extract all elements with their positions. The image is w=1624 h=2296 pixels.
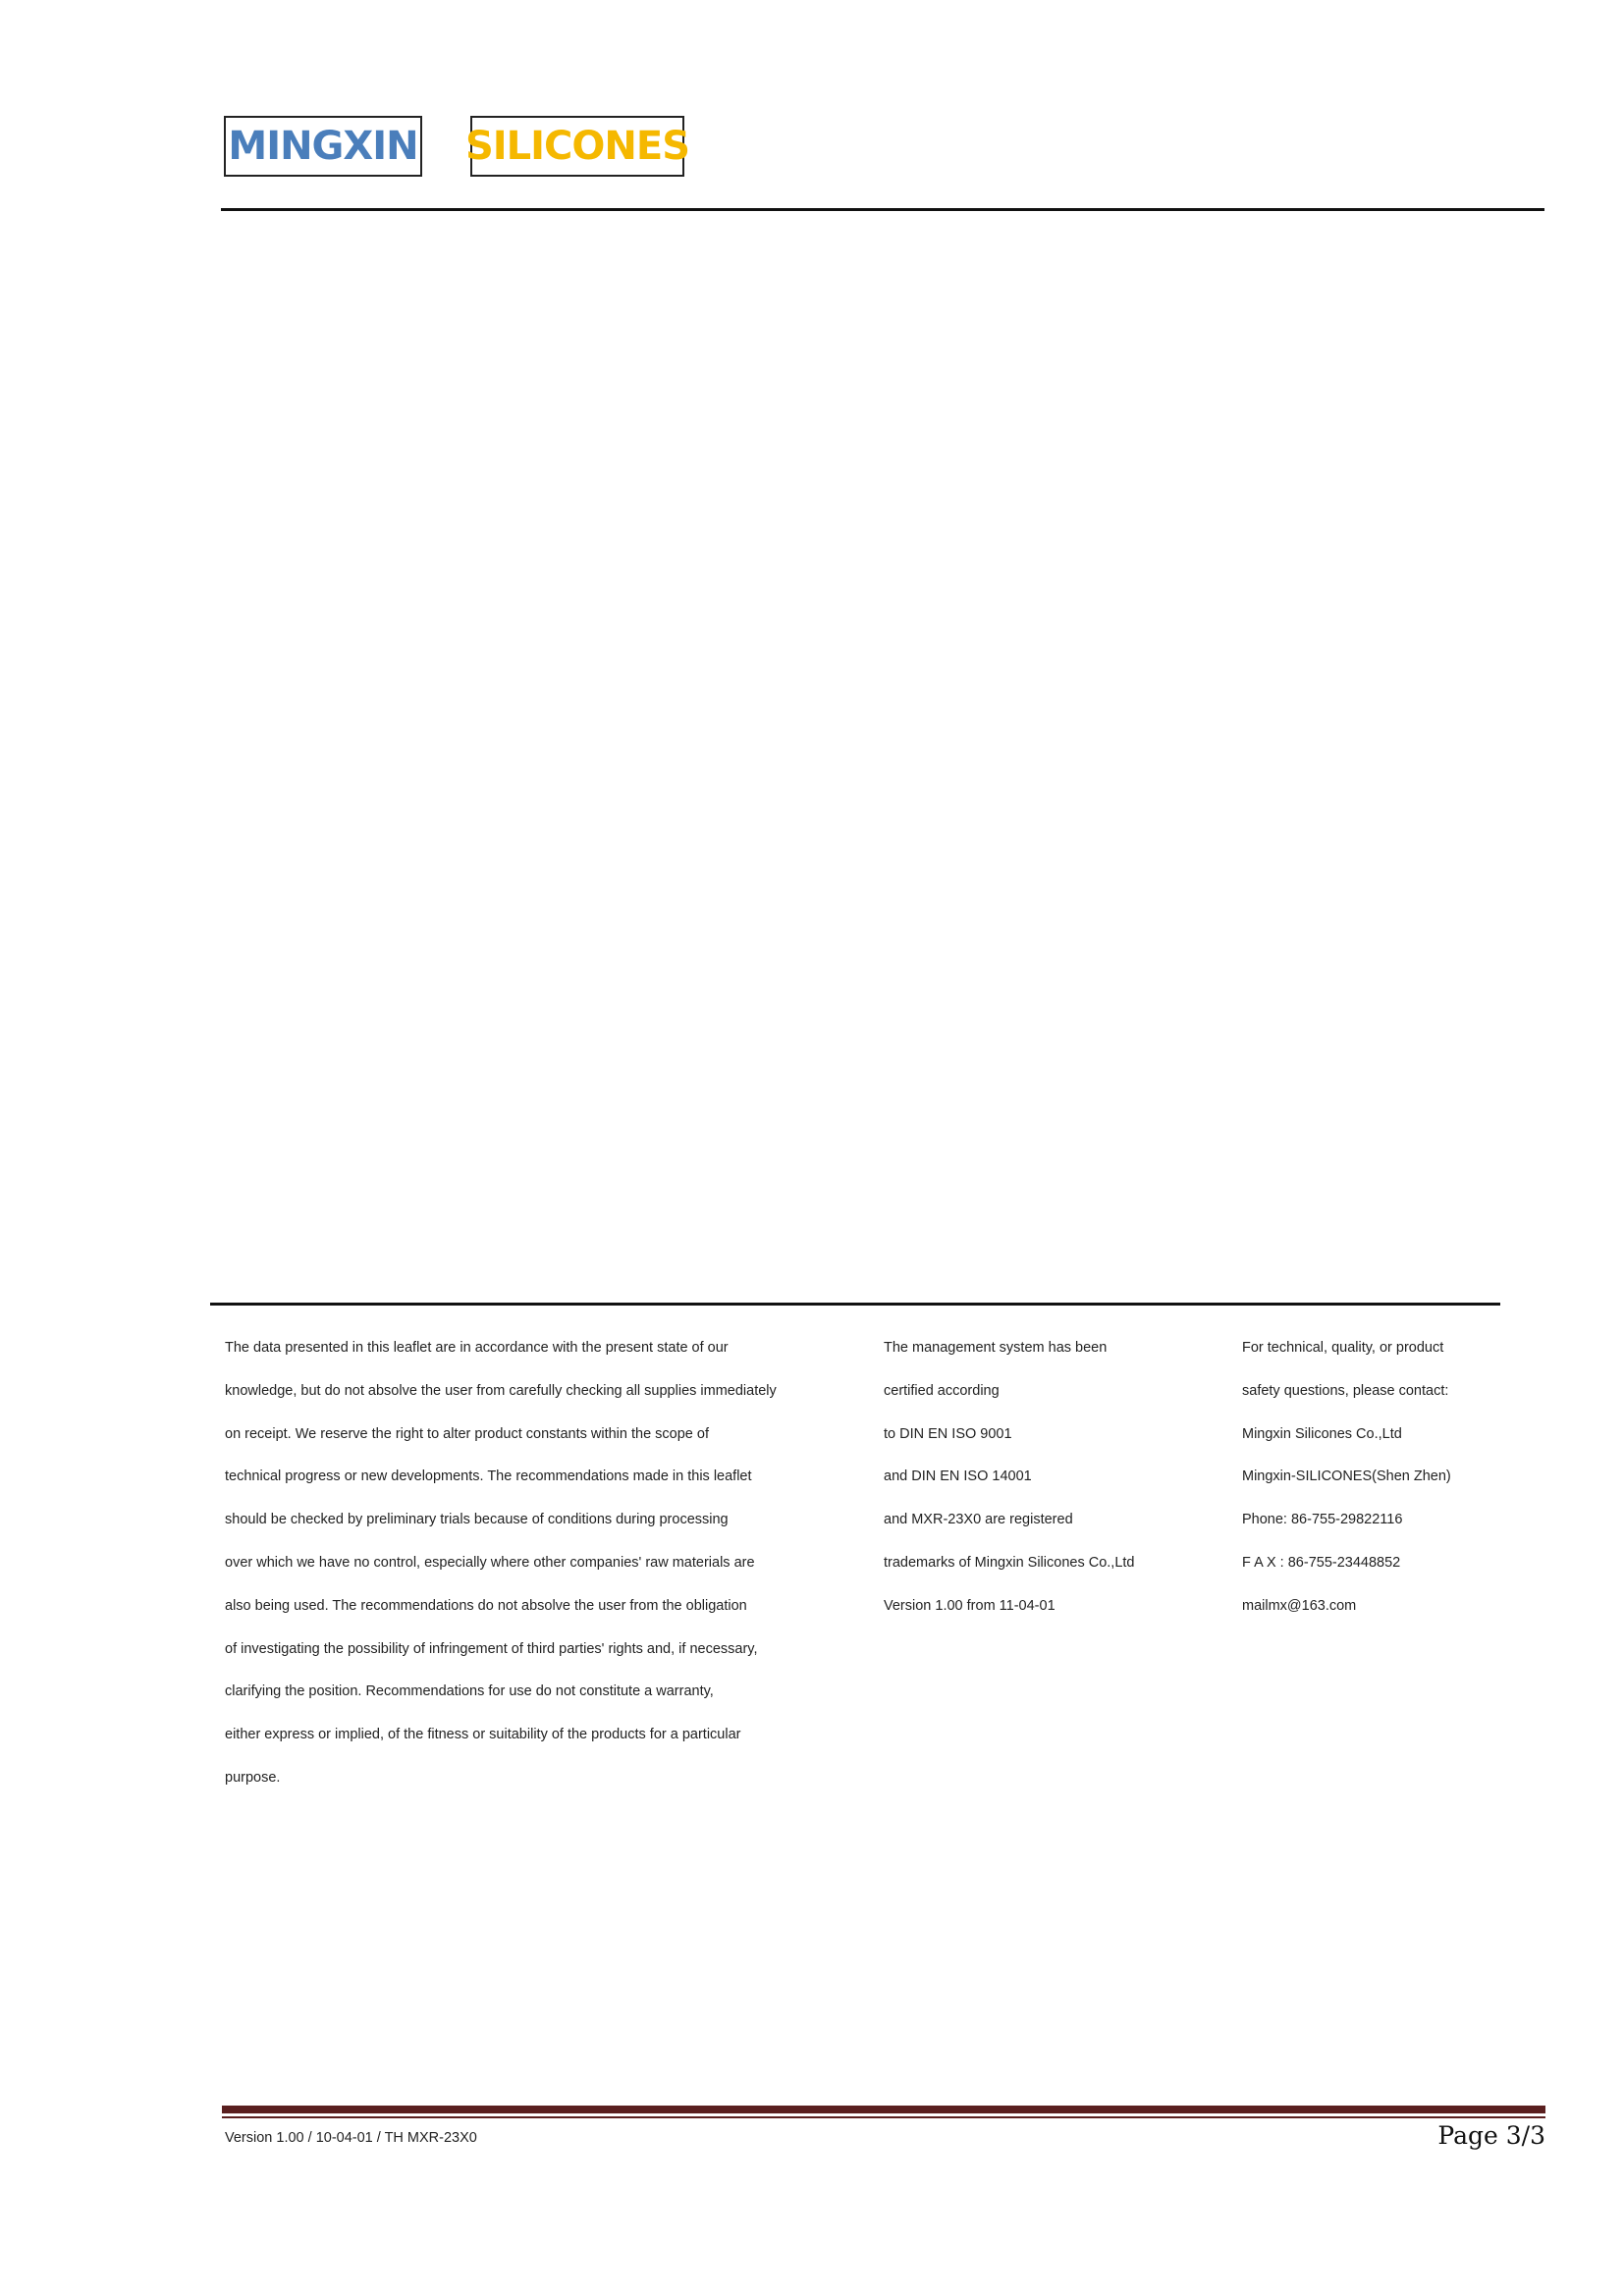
contact-branch: Mingxin-SILICONES(Shen Zhen) [1242, 1468, 1451, 1485]
page-number: Page 3/3 [1437, 2121, 1545, 2150]
contact-column [1242, 1333, 1566, 1634]
disclaimer-line: knowledge, but do not absolve the user from carefully checking all supplies immediately [225, 1382, 777, 1399]
contact-phone: Phone: 86-755-29822116 [1242, 1512, 1403, 1528]
footer-bar-thin [222, 2116, 1545, 2118]
logo-mingxin [224, 116, 422, 177]
certification-line: and DIN EN ISO 14001 [884, 1468, 1032, 1485]
disclaimer-line: The data presented in this leaflet are in accordance with the present state of our [225, 1340, 729, 1356]
certification-column [884, 1333, 1208, 1634]
disclaimer-line: either express or implied, of the fitness or suitability of the products for a particular [225, 1727, 741, 1743]
disclaimer-line: purpose. [225, 1769, 281, 1786]
contact-email: mailmx@163.com [1242, 1597, 1357, 1614]
certification-line: to DIN EN ISO 9001 [884, 1425, 1012, 1442]
contact-fax: F A X : 86-755-23448852 [1242, 1554, 1401, 1571]
disclaimer-line: should be checked by preliminary trials because of conditions during processing [225, 1512, 729, 1528]
disclaimer-line: also being used. The recommendations do not absolve the user from the obligation [225, 1597, 747, 1614]
disclaimer-column [225, 1333, 853, 1806]
logo-silicones [464, 116, 690, 177]
logo-mingxin-text: MINGXIN [228, 124, 418, 169]
certification-line: certified according [884, 1382, 1000, 1399]
certification-line: The management system has been [884, 1340, 1108, 1356]
contact-company: Mingxin Silicones Co.,Ltd [1242, 1425, 1402, 1442]
certification-line: Version 1.00 from 11-04-01 [884, 1597, 1056, 1614]
footer-bar [222, 2106, 1545, 2113]
header-divider [221, 208, 1544, 211]
disclaimer-line: on receipt. We reserve the right to alter product constants within the scope of [225, 1425, 709, 1442]
certification-line: and MXR-23X0 are registered [884, 1512, 1073, 1528]
footer-version: Version 1.00 / 10-04-01 / TH MXR-23X0 [225, 2130, 477, 2146]
footer-divider [210, 1303, 1500, 1306]
contact-line: For technical, quality, or product [1242, 1340, 1444, 1356]
disclaimer-line: of investigating the possibility of infringement of third parties' rights and, if necessary, [225, 1640, 758, 1657]
disclaimer-line: clarifying the position. Recommendations for use do not constitute a warranty, [225, 1683, 714, 1700]
logo-silicones-text: SILICONES [464, 124, 690, 169]
certification-line: trademarks of Mingxin Silicones Co.,Ltd [884, 1554, 1135, 1571]
disclaimer-line: technical progress or new developments. The recommendations made in this leaflet [225, 1468, 752, 1485]
contact-line: safety questions, please contact: [1242, 1382, 1449, 1399]
disclaimer-line: over which we have no control, especially where other companies' raw materials are [225, 1554, 755, 1571]
